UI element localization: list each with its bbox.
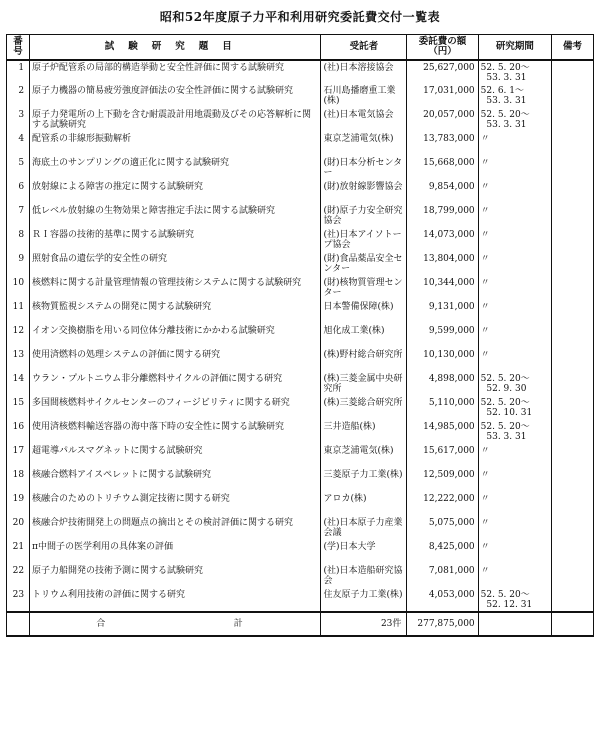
row-period: 〃 xyxy=(478,444,551,468)
row-recipient: (財)原子力安全研究協会 xyxy=(321,204,407,228)
row-period: 〃 xyxy=(478,228,551,252)
row-note xyxy=(552,156,594,180)
row-recipient: (社)日本電気協会 xyxy=(321,108,407,132)
row-no: 6 xyxy=(7,180,30,204)
row-recipient: (財)食品薬品安全センター xyxy=(321,252,407,276)
row-no: 21 xyxy=(7,540,30,564)
row-no: 2 xyxy=(7,84,30,108)
row-no: 15 xyxy=(7,396,30,420)
row-recipient: アロカ(株) xyxy=(321,492,407,516)
row-amount: 25,627,000 xyxy=(407,60,478,84)
row-note xyxy=(552,372,594,396)
table-row xyxy=(7,276,594,300)
row-note xyxy=(552,204,594,228)
row-note xyxy=(552,396,594,420)
row-recipient: (株)三菱金属中央研究所 xyxy=(321,372,407,396)
row-no: 5 xyxy=(7,156,30,180)
row-no: 17 xyxy=(7,444,30,468)
table-row xyxy=(7,492,594,516)
row-title: 原子力船開発の技術予測に関する試験研究 xyxy=(30,564,321,588)
row-period: 52. 5. 20～ 52. 9. 30 xyxy=(478,372,551,396)
row-no: 22 xyxy=(7,564,30,588)
row-title: ウラン・プルトニウム非分離燃料サイクルの評価に関する研究 xyxy=(30,372,321,396)
total-label-left: 合 xyxy=(96,619,106,629)
row-title: 配管系の非線形振動解析 xyxy=(30,132,321,156)
row-title: イオン交換樹脂を用いる同位体分離技術にかかわる試験研究 xyxy=(30,324,321,348)
table-row xyxy=(7,468,594,492)
row-amount: 15,668,000 xyxy=(407,156,478,180)
row-amount: 9,599,000 xyxy=(407,324,478,348)
table-row xyxy=(7,300,594,324)
row-amount: 5,075,000 xyxy=(407,516,478,540)
table-row xyxy=(7,60,594,84)
row-recipient: 東京芝浦電気(株) xyxy=(321,132,407,156)
row-amount: 13,783,000 xyxy=(407,132,478,156)
row-note xyxy=(552,468,594,492)
row-amount: 14,073,000 xyxy=(407,228,478,252)
row-period: 〃 xyxy=(478,132,551,156)
document-title: 昭和52年度原子力平和利用研究委託費交付一覧表 xyxy=(159,10,441,24)
row-period: 〃 xyxy=(478,252,551,276)
row-period: 〃 xyxy=(478,300,551,324)
row-period: 〃 xyxy=(478,156,551,180)
row-recipient: (財)放射線影響協会 xyxy=(321,180,407,204)
row-amount: 13,804,000 xyxy=(407,252,478,276)
row-title: 多国間核燃料サイクルセンターのフィージビリティに関する研究 xyxy=(30,396,321,420)
row-recipient: 石川島播磨重工業(株) xyxy=(321,84,407,108)
row-recipient: 住友原子力工業(株) xyxy=(321,588,407,612)
table-row xyxy=(7,444,594,468)
row-amount: 4,898,000 xyxy=(407,372,478,396)
row-note xyxy=(552,300,594,324)
row-amount: 10,344,000 xyxy=(407,276,478,300)
row-note xyxy=(552,348,594,372)
header-note: 備考 xyxy=(552,35,594,61)
header-row xyxy=(7,35,594,61)
header-no: 番号 xyxy=(7,35,30,61)
row-no: 12 xyxy=(7,324,30,348)
row-note xyxy=(552,132,594,156)
row-amount: 17,031,000 xyxy=(407,84,478,108)
row-period: 52. 5. 20～ 53. 3. 31 xyxy=(478,420,551,444)
total-label-right: 計 xyxy=(233,619,243,629)
total-label xyxy=(30,612,321,636)
table-row xyxy=(7,180,594,204)
row-recipient: 三菱原子力工業(株) xyxy=(321,468,407,492)
row-title: 使用済核燃料輸送容器の海中落下時の安全性に関する試験研究 xyxy=(30,420,321,444)
table-row xyxy=(7,564,594,588)
header-title: 試験研究題目 xyxy=(30,35,321,61)
row-title: 照射食品の遺伝学的安全性の研究 xyxy=(30,252,321,276)
table-row xyxy=(7,132,594,156)
total-amount: 277,875,000 xyxy=(407,612,478,636)
row-title: 核物質監視システムの開発に関する試験研究 xyxy=(30,300,321,324)
row-recipient: (社)日本溶接協会 xyxy=(321,60,407,84)
table-row xyxy=(7,420,594,444)
row-period: 〃 xyxy=(478,468,551,492)
row-title: 原子炉配管系の局部的構造挙動と安全性評価に関する試験研究 xyxy=(30,60,321,84)
table-row xyxy=(7,540,594,564)
row-recipient: (学)日本大学 xyxy=(321,540,407,564)
row-note xyxy=(552,180,594,204)
row-amount: 12,509,000 xyxy=(407,468,478,492)
row-recipient: (社)日本アイソトープ協会 xyxy=(321,228,407,252)
row-no: 11 xyxy=(7,300,30,324)
row-amount: 7,081,000 xyxy=(407,564,478,588)
row-recipient: (社)日本原子力産業会議 xyxy=(321,516,407,540)
row-period: 〃 xyxy=(478,324,551,348)
row-title: 核融合のためのトリチウム測定技術に関する研究 xyxy=(30,492,321,516)
row-recipient: 日本警備保障(株) xyxy=(321,300,407,324)
row-recipient: (社)日本造船研究協会 xyxy=(321,564,407,588)
table-row xyxy=(7,516,594,540)
row-period: 〃 xyxy=(478,276,551,300)
row-amount: 18,799,000 xyxy=(407,204,478,228)
row-note xyxy=(552,228,594,252)
row-note xyxy=(552,444,594,468)
row-no: 7 xyxy=(7,204,30,228)
row-recipient: (財)日本分析センター xyxy=(321,156,407,180)
row-title: 放射線による障害の推定に関する試験研究 xyxy=(30,180,321,204)
row-title: 核燃料に関する計量管理情報の管理技術システムに関する試験研究 xyxy=(30,276,321,300)
row-amount: 9,854,000 xyxy=(407,180,478,204)
row-no: 9 xyxy=(7,252,30,276)
row-recipient: 旭化成工業(株) xyxy=(321,324,407,348)
table-row xyxy=(7,204,594,228)
row-amount: 15,617,000 xyxy=(407,444,478,468)
row-note xyxy=(552,492,594,516)
row-note xyxy=(552,540,594,564)
row-title: 超電導パルスマグネットに関する試験研究 xyxy=(30,444,321,468)
header-period: 研究期間 xyxy=(478,35,551,61)
row-note xyxy=(552,588,594,612)
header-amount: 委託費の額（円） xyxy=(407,35,478,61)
row-no: 19 xyxy=(7,492,30,516)
row-no: 18 xyxy=(7,468,30,492)
row-title: ＲＩ容器の技術的基準に関する試験研究 xyxy=(30,228,321,252)
row-no: 13 xyxy=(7,348,30,372)
row-amount: 9,131,000 xyxy=(407,300,478,324)
row-title: 使用済燃料の処理システムの評価に関する研究 xyxy=(30,348,321,372)
row-title: トリウム利用技術の評価に関する研究 xyxy=(30,588,321,612)
table-row xyxy=(7,84,594,108)
row-amount: 4,053,000 xyxy=(407,588,478,612)
table-row xyxy=(7,396,594,420)
row-no: 23 xyxy=(7,588,30,612)
row-period: 52. 5. 20～ 53. 3. 31 xyxy=(478,108,551,132)
header-recipient: 受託者 xyxy=(321,35,407,61)
row-title: 核融合燃料アイスペレットに関する試験研究 xyxy=(30,468,321,492)
table-row xyxy=(7,372,594,396)
row-no: 8 xyxy=(7,228,30,252)
row-no: 1 xyxy=(7,60,30,84)
table-row xyxy=(7,228,594,252)
row-note xyxy=(552,516,594,540)
table-row xyxy=(7,108,594,132)
row-note xyxy=(552,324,594,348)
row-note xyxy=(552,84,594,108)
row-period: 〃 xyxy=(478,180,551,204)
row-period: 52. 5. 20～ 53. 3. 31 xyxy=(478,60,551,84)
table-row xyxy=(7,588,594,612)
row-recipient: (財)核物質管理センター xyxy=(321,276,407,300)
row-title: 海底土のサンプリングの適正化に関する試験研究 xyxy=(30,156,321,180)
row-period: 〃 xyxy=(478,204,551,228)
row-recipient: 三井造船(株) xyxy=(321,420,407,444)
row-amount: 5,110,000 xyxy=(407,396,478,420)
row-no: 14 xyxy=(7,372,30,396)
row-amount: 20,057,000 xyxy=(407,108,478,132)
row-amount: 12,222,000 xyxy=(407,492,478,516)
row-title: 原子力発電所の上下動を含む耐震設計用地震動及びその応答解析に関する試験研究 xyxy=(30,108,321,132)
row-period: 〃 xyxy=(478,348,551,372)
row-period: 52. 6. 1～ 53. 3. 31 xyxy=(478,84,551,108)
row-no: 10 xyxy=(7,276,30,300)
row-title: 原子力機器の簡易疲労強度評価法の安全性評価に関する試験研究 xyxy=(30,84,321,108)
row-title: π中間子の医学利用の具体案の評価 xyxy=(30,540,321,564)
table-row xyxy=(7,324,594,348)
row-note xyxy=(552,252,594,276)
row-amount: 8,425,000 xyxy=(407,540,478,564)
row-title: 低レベル放射線の生物効果と障害推定手法に関する試験研究 xyxy=(30,204,321,228)
row-period: 〃 xyxy=(478,540,551,564)
row-recipient: 東京芝浦電気(株) xyxy=(321,444,407,468)
row-note xyxy=(552,564,594,588)
row-amount: 10,130,000 xyxy=(407,348,478,372)
row-period: 〃 xyxy=(478,564,551,588)
total-count: 23件 xyxy=(321,612,407,636)
row-no: 3 xyxy=(7,108,30,132)
table-row xyxy=(7,252,594,276)
row-note xyxy=(552,60,594,84)
grant-table xyxy=(6,34,594,637)
row-note xyxy=(552,108,594,132)
row-note xyxy=(552,420,594,444)
row-note xyxy=(552,276,594,300)
row-no: 4 xyxy=(7,132,30,156)
row-period: 〃 xyxy=(478,492,551,516)
table-row xyxy=(7,348,594,372)
row-no: 16 xyxy=(7,420,30,444)
row-no: 20 xyxy=(7,516,30,540)
total-row xyxy=(7,612,594,636)
row-title: 核融合炉技術開発上の問題点の摘出とその検討評価に関する研究 xyxy=(30,516,321,540)
row-recipient: (株)三菱総合研究所 xyxy=(321,396,407,420)
row-period: 〃 xyxy=(478,516,551,540)
table-row xyxy=(7,156,594,180)
row-amount: 14,985,000 xyxy=(407,420,478,444)
row-recipient: (株)野村総合研究所 xyxy=(321,348,407,372)
row-period: 52. 5. 20～ 52. 10. 31 xyxy=(478,396,551,420)
row-period: 52. 5. 20～ 52. 12. 31 xyxy=(478,588,551,612)
